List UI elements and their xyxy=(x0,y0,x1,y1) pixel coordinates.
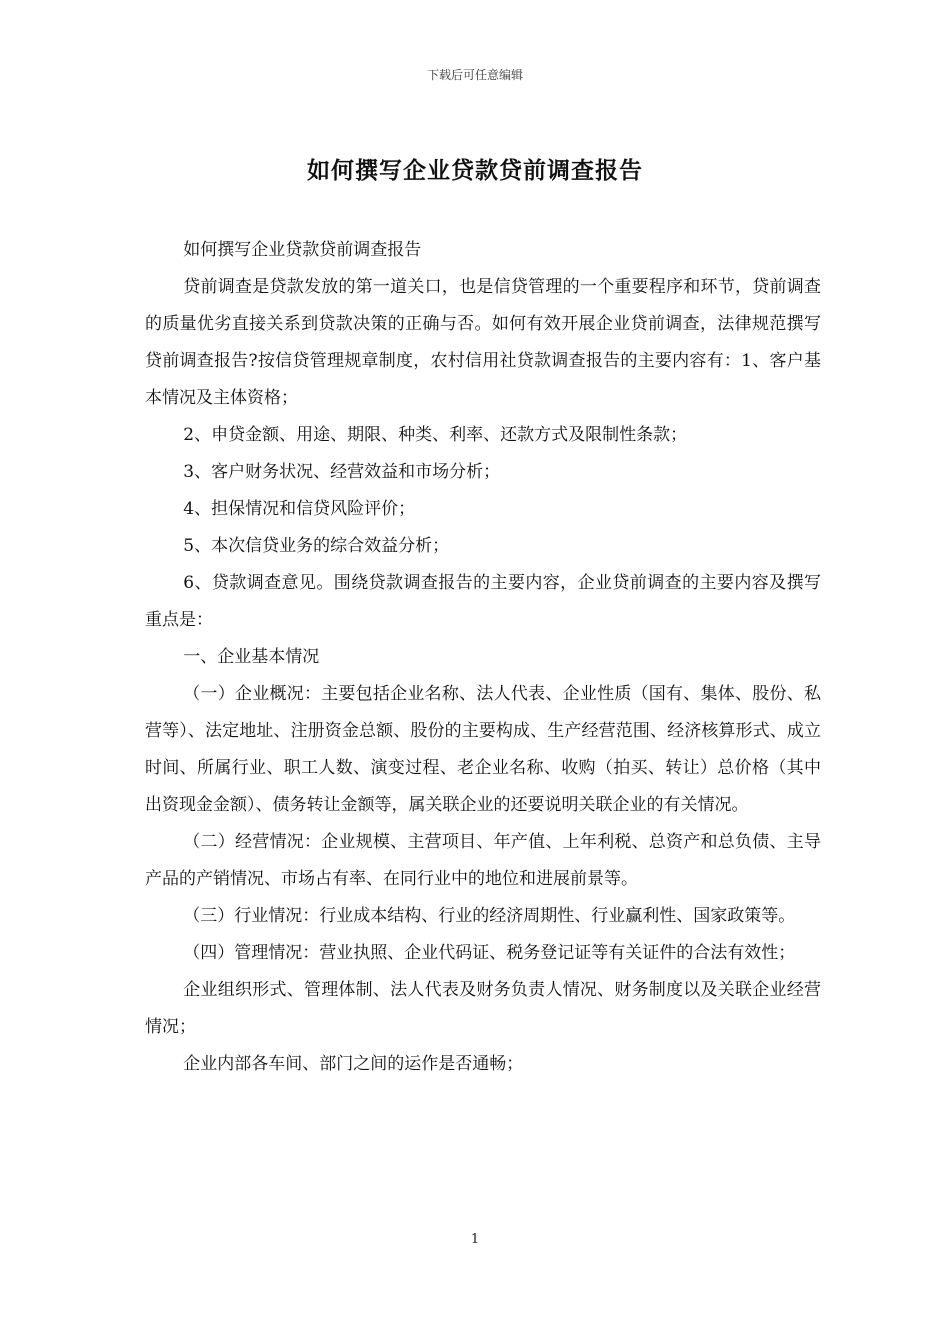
list-item-4: 4、担保情况和信贷风险评价； xyxy=(183,499,416,519)
document-title: 如何撰写企业贷款贷前调查报告 xyxy=(307,157,643,184)
paragraph-operations: （二）经营情况：企业规模、主营项目、年产值、上年利税、总资产和总负债、主导产品的产销情况、市场占有率、在同行业中的地位和进展前景等。 xyxy=(145,832,821,889)
paragraph-company-overview: （一）企业概况：主要包括企业名称、法人代表、企业性质（国有、集体、股份、私营等）、法定地址、注册资金总额、股份的主要构成、生产经营范围、经济核算形式、成立时间、所属行业、职工人数、演变过程、老企业名称、收购（拍买、转让）总价格（其中出资现金金额）、债务转让金额等，属关联企业的还要说明关联企业的有关情况。 xyxy=(145,684,821,815)
document-body xyxy=(145,232,821,1083)
list-item-2: 2、申贷金额、用途、期限、种类、利率、还款方式及限制性条款； xyxy=(183,425,688,445)
list-item-5: 5、本次信贷业务的综合效益分析； xyxy=(183,536,450,556)
paragraph-internal-operation: 企业内部各车间、部门之间的运作是否通畅； xyxy=(183,1054,524,1074)
paragraph-subtitle: 如何撰写企业贷款贷前调查报告 xyxy=(183,240,422,260)
section-heading-1: 一、企业基本情况 xyxy=(183,647,320,667)
list-item-6: 6、贷款调查意见。围绕贷款调查报告的主要内容，企业贷前调查的主要内容及撰写重点是： xyxy=(145,573,821,630)
paragraph-management: （四）管理情况：营业执照、企业代码证、税务登记证等有关证件的合法有效性； xyxy=(183,943,796,963)
header-note: 下载后可任意编辑 xyxy=(426,68,523,82)
list-item-3: 3、客户财务状况、经营效益和市场分析； xyxy=(183,462,501,482)
page-number: 1 xyxy=(470,1232,480,1247)
paragraph-intro: 贷前调查是贷款发放的第一道关口，也是信贷管理的一个重要程序和环节，贷前调查的质量优劣直接关系到贷款决策的正确与否。如何有效开展企业贷前调查，法律规范撰写贷前调查报告?按信贷管理规章制度，农村信用社贷款调查报告的主要内容有：1、客户基本情况及主体资格； xyxy=(145,277,821,408)
paragraph-organization: 企业组织形式、管理体制、法人代表及财务负责人情况、财务制度以及关联企业经营情况； xyxy=(145,980,821,1037)
paragraph-industry: （三）行业情况：行业成本结构、行业的经济周期性、行业赢利性、国家政策等。 xyxy=(183,906,796,926)
